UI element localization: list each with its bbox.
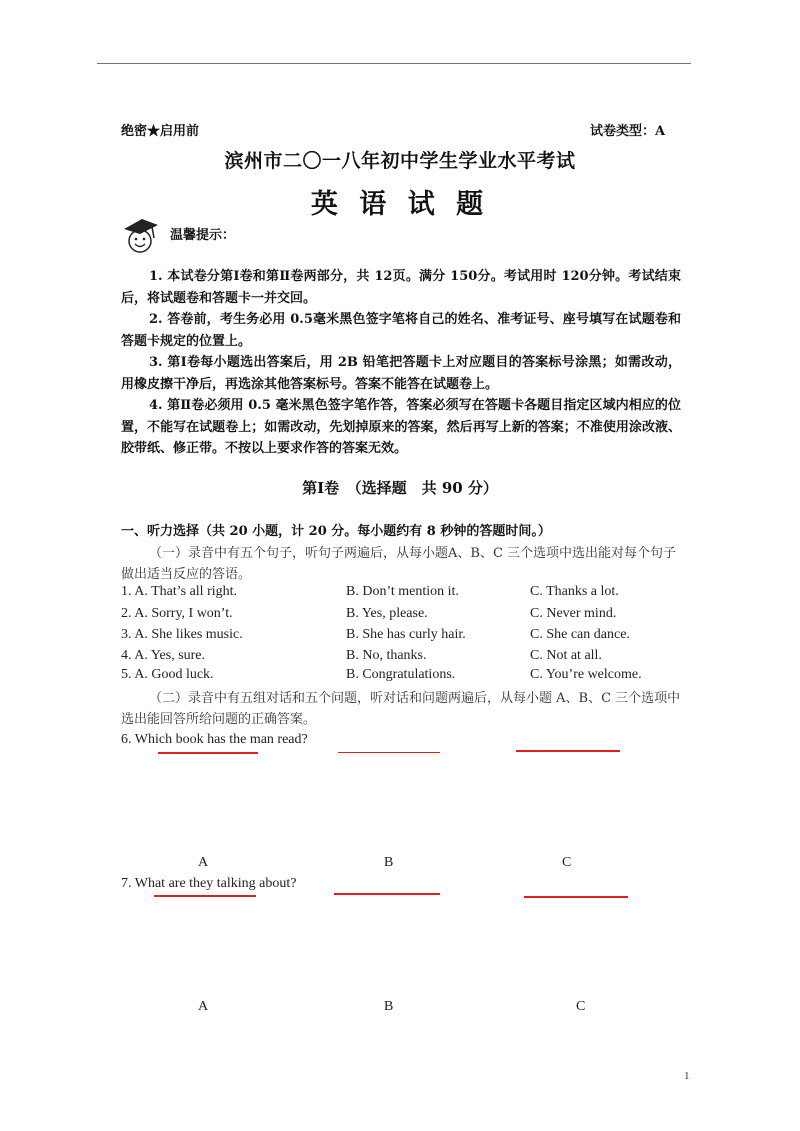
question-5-option-b: B. Congratulations. — [346, 667, 456, 682]
question-3-option-b: B. She has curly hair. — [346, 627, 466, 642]
subject-title: 英 语 试 题 — [310, 189, 490, 220]
q7-label-a: A — [198, 999, 209, 1014]
q6-label-c: C — [562, 855, 572, 870]
q6-label-b: B — [384, 855, 394, 870]
paper-type-label: 试卷类型：A — [590, 124, 666, 139]
page-number: 1 — [684, 1070, 690, 1082]
part-heading: 一、听力选择（共 20 小题，计 20 分。每小题约有 8 秒钟的答题时间。） — [121, 524, 551, 539]
question-2-option-b: B. Yes, please. — [346, 606, 428, 621]
instruction-1: 1. 本试卷分第Ⅰ卷和第Ⅱ卷两部分，共 12页。满分 150分。考试用时 120分钟。考试结束后，将试题卷和答题卡一并交回。 — [121, 269, 681, 306]
q6-image-c-placeholder — [516, 750, 620, 752]
instructions — [121, 266, 681, 460]
question-3-option-a: 3. A. She likes music. — [121, 627, 243, 642]
question-4-option-c: C. Not at all. — [530, 648, 602, 663]
question-1-option-c: C. Thanks a lot. — [530, 584, 619, 599]
q6-image-b-placeholder — [338, 752, 440, 753]
subpart-1-instructions: （一）录音中有五个句子，听句子两遍后，从每小题A、B、C 三个选项中选出能对每个句子做出适当反应的答语。 — [121, 546, 677, 582]
q7-label-b: B — [384, 999, 394, 1014]
q7-label-c: C — [576, 999, 586, 1014]
q7-image-c-placeholder — [524, 896, 628, 898]
question-2-option-c: C. Never mind. — [530, 606, 617, 621]
subpart-2-instructions: （二）录音中有五组对话和五个问题，听对话和问题两遍后，从每小题 A、B、C 三个选项中选出能回答所给问题的正确答案。 — [121, 691, 681, 727]
question-5-option-c: C. You’re welcome. — [530, 667, 642, 682]
q6-image-a-placeholder — [158, 752, 258, 754]
secret-label: 绝密★启用前 — [121, 124, 200, 139]
question-3-option-c: C. She can dance. — [530, 627, 630, 642]
q6-label-a: A — [198, 855, 209, 870]
instruction-2: 2. 答卷前，考生务必用 0.5毫米黑色签字笔将自己的姓名、准考证号、座号填写在试题卷和答题卡规定的位置上。 — [121, 312, 681, 349]
question-1-option-b: B. Don’t mention it. — [346, 584, 459, 599]
q7-image-b-placeholder — [334, 893, 440, 895]
exam-title: 滨州市二〇一八年初中学生学业水平考试 — [224, 150, 576, 172]
tips-label: 温馨提示： — [170, 228, 236, 243]
instruction-3: 3. 第Ⅰ卷每小题选出答案后，用 2B 铅笔把答题卡上对应题目的答案标号涂黑；如需改动，用橡皮擦干净后，再选涂其他答案标号。答案不能答在试题卷上。 — [121, 355, 681, 392]
section-title: 第Ⅰ卷 （选择题 共 90 分） — [302, 479, 498, 497]
question-7: 7. What are they talking about? — [121, 876, 297, 891]
question-4-option-a: 4. A. Yes, sure. — [121, 648, 206, 663]
question-6: 6. Which book has the man read? — [121, 732, 308, 747]
question-4-option-b: B. No, thanks. — [346, 648, 427, 663]
question-5-option-a: 5. A. Good luck. — [121, 667, 214, 682]
instruction-4: 4. 第Ⅱ卷必须用 0.5 毫米黑色签字笔作答，答案必须写在答题卡各题目指定区域内相应的位置，不能写在试题卷上；如需改动，先划掉原来的答案，然后再写上新的答案；不准使用涂改液、胶带纸、修正带。不按以上要求作答的答案无效。 — [121, 398, 681, 456]
question-2-option-a: 2. A. Sorry, I won’t. — [121, 606, 233, 621]
top-rule — [97, 63, 691, 64]
q7-image-a-placeholder — [154, 895, 256, 897]
question-1-option-a: 1. A. That’s all right. — [121, 584, 238, 599]
smiley-icon — [120, 216, 160, 256]
